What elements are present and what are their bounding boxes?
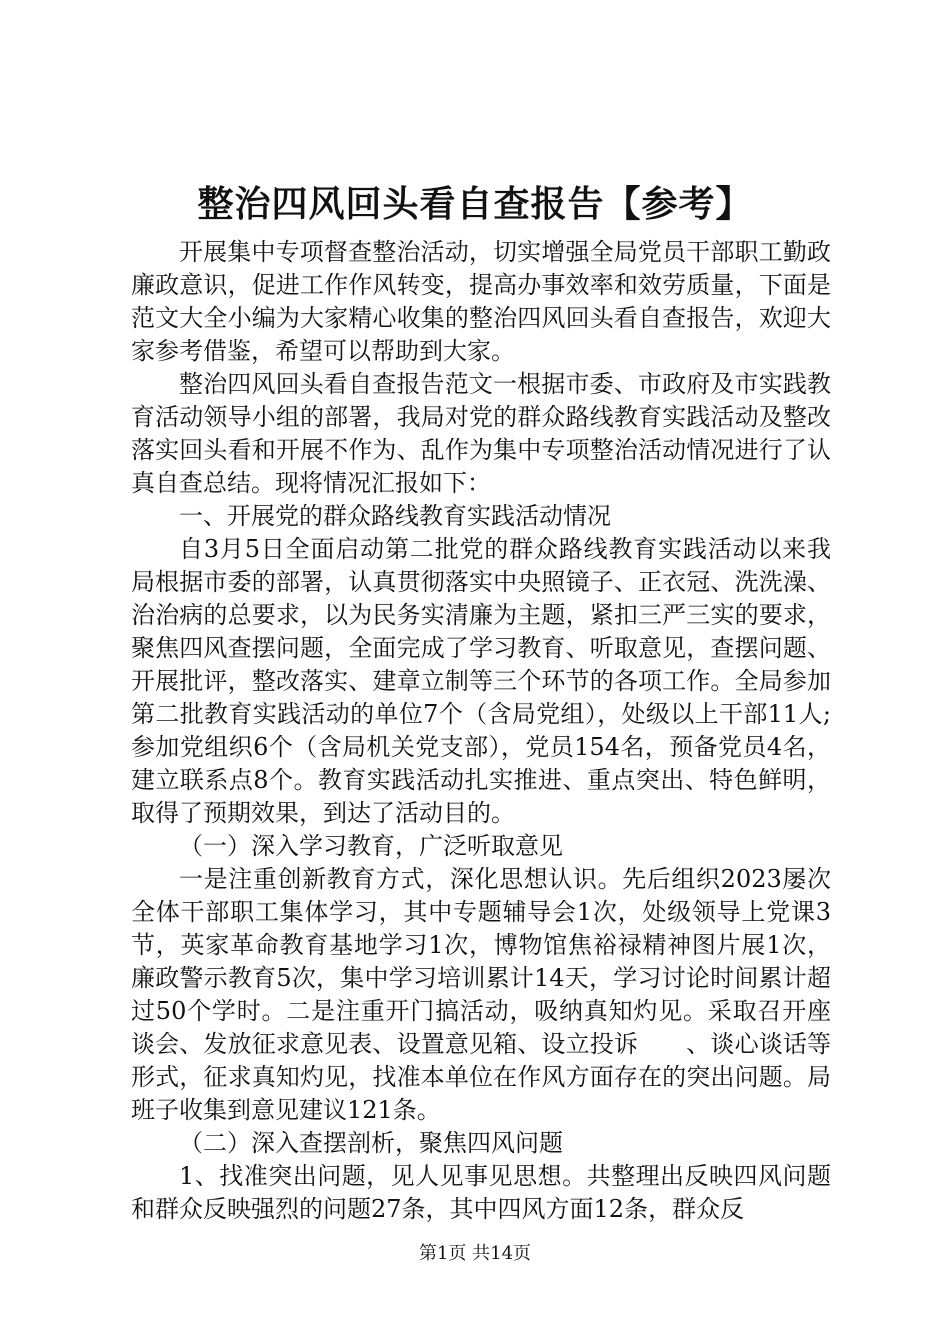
page-number-footer: 第1页 共14页 [418, 1243, 532, 1264]
subsection-1-paragraph: 一是注重创新教育方式，深化思想认识。先后组织2023屡次全体干部职工集体学习，其中专题辅导会1次，处级领导上党课3节，英家革命教育基地学习1次，博物馆焦裕禄精神图片展1次，廉政警示教育5次，集中学习培训累计14天，学习讨论时间累计超过50个学时。二是注重开门搞活动，吸纳真知灼见。采取召开座谈会、发放征求意见表、设置意见箱、设立投诉 、谈心谈话等形式，征求真知灼见，找准本单位在作风方面存在的突出问题。局班子收集到意见建议121条。 [131, 865, 831, 1124]
section-heading-1: 一、开展党的群众路线教育实践活动情况 [179, 502, 611, 530]
document-body [131, 236, 831, 1226]
subsection-heading-2: （二）深入查摆剖析，聚焦四风问题 [179, 1129, 563, 1157]
section-1-paragraph: 自3月5日全面启动第二批党的群众路线教育实践活动以来我局根据市委的部署，认真贯彻落实中央照镜子、正衣冠、洗洗澡、治治病的总要求，以为民务实清廉为主题，紧扣三严三实的要求，聚焦四风查摆问题，全面完成了学习教育、听取意见，查摆问题、开展批评，整改落实、建章立制等三个环节的各项工作。全局参加第二批教育实践活动的单位7个（含局党组），处级以上干部11人;参加党组织6个（含局机关党支部），党员154名，预备党员4名，建立联系点8个。教育实践活动扎实推进、重点突出、特色鲜明，取得了预期效果，到达了活动目的。 [131, 535, 831, 827]
document-title: 整治四风回头看自查报告【参考】 [197, 183, 753, 225]
intro-paragraph: 开展集中专项督查整治活动，切实增强全局党员干部职工勤政廉政意识，促进工作作风转变，提高办事效率和效劳质量，下面是范文大全小编为大家精心收集的整治四风回头看自查报告，欢迎大家参考借鉴，希望可以帮助到大家。 [131, 238, 831, 365]
subsection-heading-1: （一）深入学习教育，广泛听取意见 [179, 832, 563, 860]
subsection-2-paragraph: 1、找准突出问题，见人见事见思想。共整理出反映四风问题和群众反映强烈的问题27条，其中四风方面12条，群众反 [131, 1162, 831, 1223]
report-opening-paragraph: 整治四风回头看自查报告范文一根据市委、市政府及市实践教育活动领导小组的部署，我局对党的群众路线教育实践活动及整改落实回头看和开展不作为、乱作为集中专项整治活动情况进行了认真自查总结。现将情况汇报如下： [131, 370, 831, 497]
